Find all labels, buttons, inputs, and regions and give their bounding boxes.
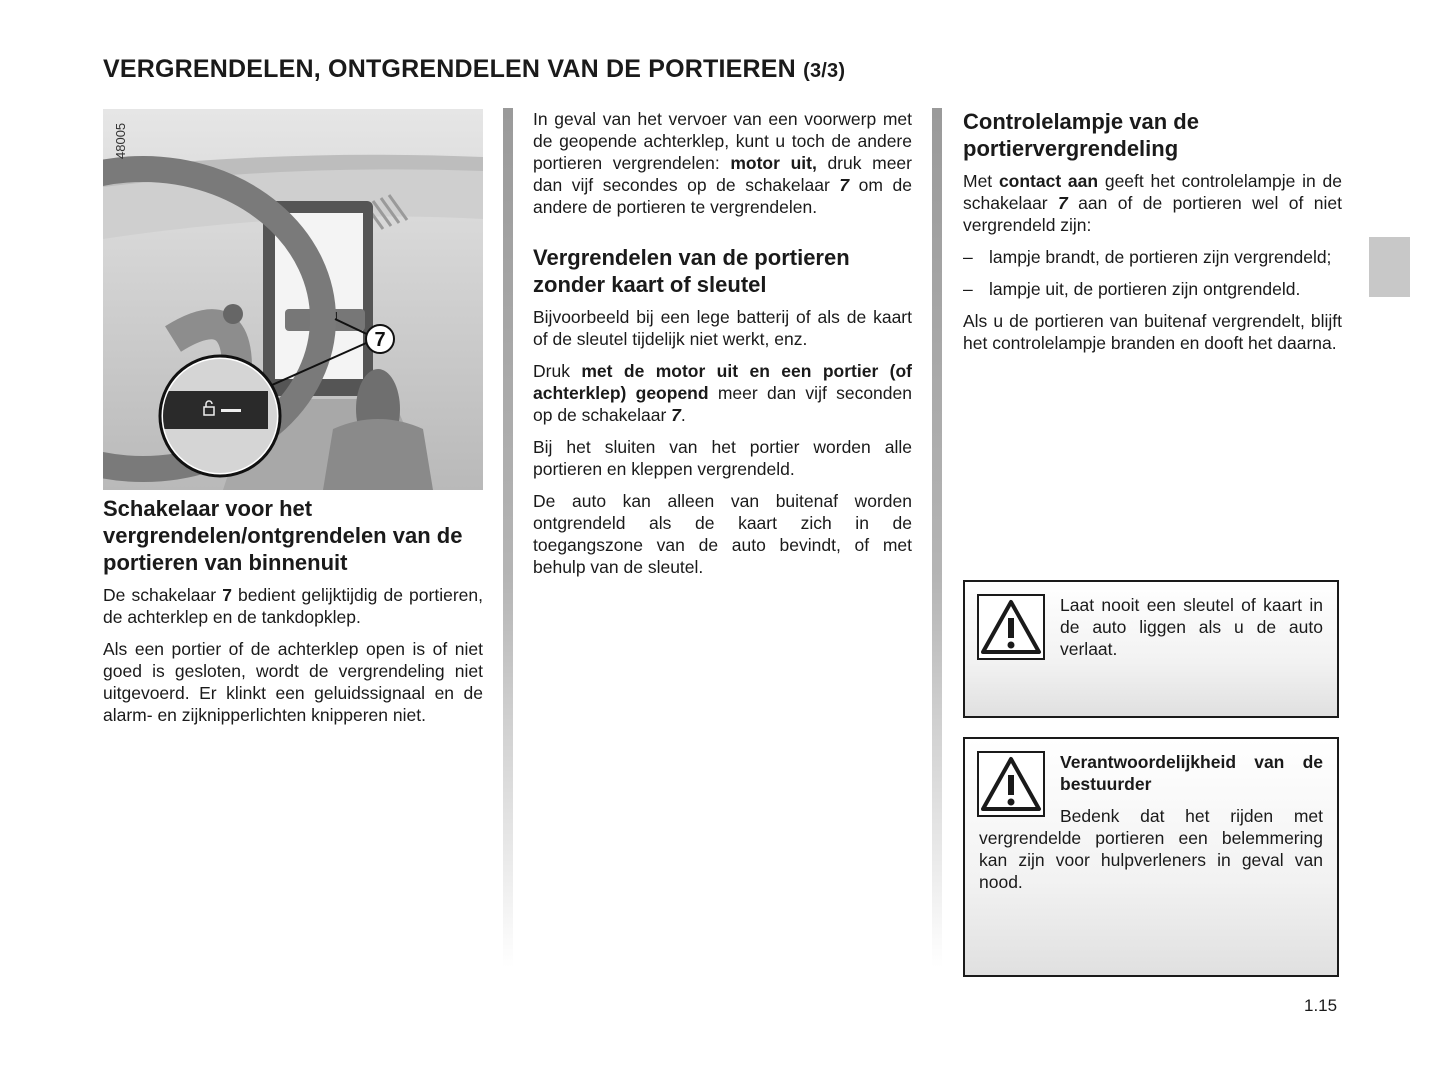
page-title: VERGRENDELEN, ONTGRENDELEN VAN DE PORTIEREN (3/3) — [103, 55, 846, 83]
section-heading-warning-light: Controlelampje van de portiervergrendeling — [963, 109, 1199, 161]
image-code: 48005 — [113, 122, 128, 159]
dashboard-illustration — [103, 109, 483, 490]
paragraph: Bij het sluiten van het portier worden alle portieren en kleppen vergrendeld. — [533, 437, 912, 479]
section-heading-switch: Schakelaar voor het vergrendelen/ontgrendelen van de portieren van binnenuit — [103, 496, 463, 575]
warning-text: Bedenk dat het rijden met vergrendelde portieren een belemmering kan zijn voor hulpverleners in geval van nood. — [979, 806, 1323, 892]
warning-box-key — [963, 580, 1339, 718]
paragraph: Als een portier of de achterklep open is of niet goed is gesloten, wordt de vergrendeling niet uitgevoerd. Er klinkt een geluidssignaal en de alarm- en zijknipperlichten knipperen niet. — [103, 639, 483, 725]
column-left — [103, 495, 483, 736]
paragraph: Als u de portieren van buitenaf vergrendelt, blijft het controlelampje branden en dooft het daarna. — [963, 311, 1342, 353]
column-separator — [932, 108, 942, 968]
page-title-suffix: (3/3) — [803, 60, 846, 82]
list-item: – lampje uit, de portieren zijn ontgrendeld. — [963, 278, 1342, 300]
paragraph: Met contact aan geeft het controlelampje in de schakelaar 7 aan of de portieren wel of niet vergrendeld zijn: — [963, 171, 1342, 235]
warning-text: Laat nooit een sleutel of kaart in de auto liggen als u de auto verlaat. — [1060, 595, 1323, 659]
paragraph: De auto kan alleen van buitenaf worden ontgrendeld als de kaart zich in de toegangszone van de auto bevindt, of met behulp van de sleutel. — [533, 491, 912, 577]
paragraph: Bijvoorbeeld bij een lege batterij of als de kaart of de sleutel tijdelijk niet werkt, enz. — [533, 307, 912, 349]
paragraph: In geval van het vervoer van een voorwerp met de geopende achterklep, kunt u toch de andere portieren vergrendelen: motor uit, druk meer dan vijf secondes op de schakelaar 7 om de andere de portieren te vergrendelen. — [533, 109, 913, 217]
section-heading-no-key: Vergrendelen van de portieren zonder kaart of sleutel — [533, 245, 850, 297]
chapter-tab — [1369, 237, 1410, 297]
paragraph: De schakelaar 7 bedient gelijktijdig de portieren, de achterklep en de tankdopklep. — [103, 585, 483, 627]
warning-box-driver — [963, 737, 1339, 977]
callout-number: 7 — [374, 329, 386, 351]
paragraph: Druk met de motor uit en een portier (of achterklep) geopend meer dan vijf seconden op de schakelaar 7. — [533, 361, 912, 425]
page-number: 1.15 — [1304, 996, 1338, 1015]
list-item: – lampje brandt, de portieren zijn vergrendeld; — [963, 246, 1342, 268]
warning-heading: Verantwoordelijkheid van de bestuurder — [1060, 752, 1323, 794]
column-right — [963, 108, 1342, 364]
warning-triangle-icon — [977, 594, 1045, 660]
column-separator — [503, 108, 513, 968]
column-middle — [533, 108, 912, 588]
